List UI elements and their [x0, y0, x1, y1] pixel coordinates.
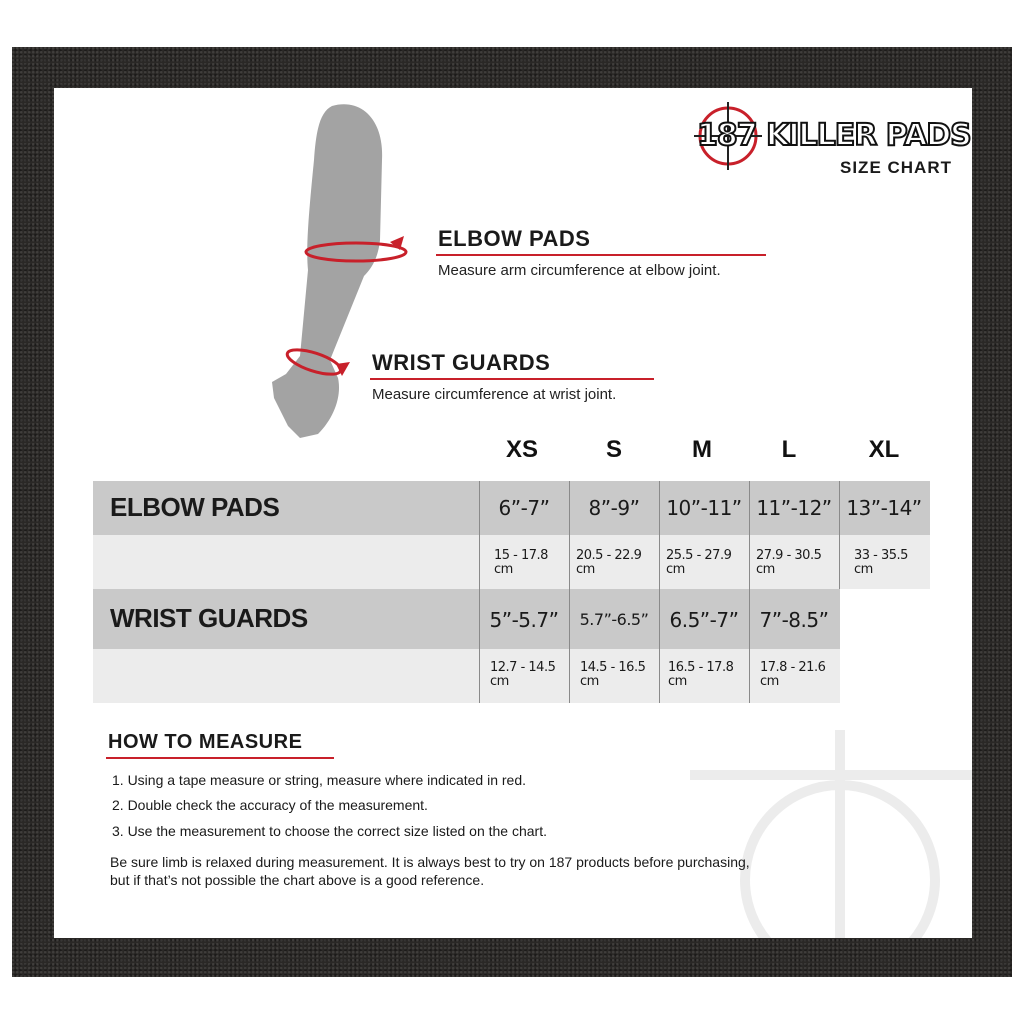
- how-to-step: 2. Double check the accuracy of the measurement.: [112, 797, 428, 813]
- row-label-elbow-pads: ELBOW PADS: [110, 492, 280, 522]
- size-header-xl: XL: [868, 436, 900, 463]
- how-to-step: 3. Use the measurement to choose the correct size listed on the chart.: [112, 823, 547, 839]
- size-header-xs: XS: [505, 436, 538, 463]
- wrist-cm-l: 17.8 - 21.6 cm: [760, 660, 826, 689]
- elbow-inch-l: 11”-12”: [756, 496, 832, 520]
- wrist-inch-l: 7”-8.5”: [759, 608, 829, 632]
- wrist-measure-title: WRIST GUARDS: [372, 350, 551, 375]
- how-to-measure-title: HOW TO MEASURE: [108, 731, 303, 753]
- elbow-cm-l: 27.9 - 30.5 cm: [756, 548, 822, 577]
- wrist-measure-ring-icon: [280, 342, 360, 382]
- wrist-cm-m: 16.5 - 17.8 cm: [668, 660, 734, 689]
- wrist-title-underline: [370, 378, 654, 380]
- measurement-note: Be sure limb is relaxed during measurement. It is always best to try on 187 products before purchasing, but if that’s not possible the chart above is a good reference.: [110, 854, 750, 888]
- elbow-cm-s: 20.5 - 22.9 cm: [576, 548, 642, 577]
- size-chart-subtitle: SIZE CHART: [840, 158, 952, 177]
- elbow-cm-m: 25.5 - 27.9 cm: [666, 548, 732, 577]
- elbow-measure-ring-icon: [300, 232, 420, 268]
- elbow-inch-xl: 13”-14”: [846, 496, 922, 520]
- elbow-measure-title: ELBOW PADS: [438, 226, 591, 251]
- elbow-inch-xs: 6”-7”: [498, 496, 550, 520]
- wrist-measure-description: Measure circumference at wrist joint.: [372, 386, 617, 403]
- crosshair-watermark-icon: [690, 730, 972, 938]
- wrist-inch-m: 6.5”-7”: [669, 608, 739, 632]
- wrist-cm-xs: 12.7 - 14.5 cm: [490, 660, 556, 689]
- elbow-inch-m: 10”-11”: [666, 496, 742, 520]
- how-to-measure-underline: [106, 757, 334, 759]
- elbow-cm-xs: 15 - 17.8 cm: [494, 548, 548, 577]
- brand-logo: 187 KILLER PADS: [697, 118, 971, 153]
- elbow-cm-xl: 33 - 35.5 cm: [854, 548, 908, 577]
- wrist-inch-s: 5.7”-6.5”: [579, 610, 649, 629]
- row-label-wrist-guards: WRIST GUARDS: [110, 603, 308, 633]
- size-header-m: M: [692, 436, 712, 463]
- wrist-cm-s: 14.5 - 16.5 cm: [580, 660, 646, 689]
- how-to-step: 1. Using a tape measure or string, measure where indicated in red.: [112, 772, 526, 788]
- elbow-inch-s: 8”-9”: [588, 496, 640, 520]
- wrist-inch-xs: 5”-5.7”: [489, 608, 559, 632]
- elbow-title-underline: [436, 254, 766, 256]
- elbow-measure-description: Measure arm circumference at elbow joint.: [438, 262, 721, 279]
- size-header-l: L: [781, 436, 797, 463]
- size-header-s: S: [605, 436, 622, 463]
